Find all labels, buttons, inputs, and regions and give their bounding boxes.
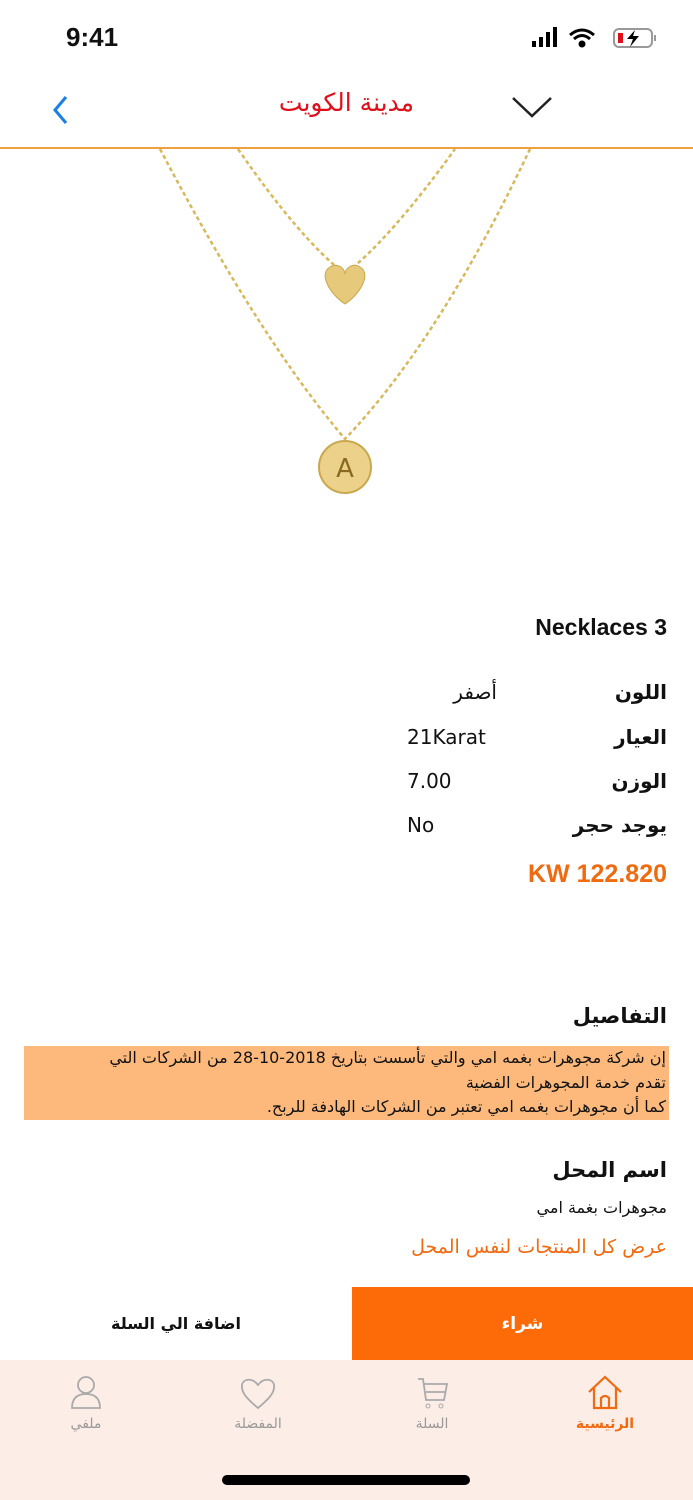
attr-value: 7.00 xyxy=(407,769,452,793)
header-title: مدينة الكويت xyxy=(278,88,415,117)
attr-value: أصفر xyxy=(453,680,497,704)
attr-label: اللون xyxy=(614,680,667,704)
tab-label: المفضلة xyxy=(234,1416,282,1432)
details-line: تقدم خدمة المجوهرات الفضية xyxy=(465,1072,666,1092)
heart-icon xyxy=(238,1374,278,1412)
view-shop-products-link[interactable]: عرض كل المنتجات لنفس المحل xyxy=(411,1236,667,1258)
tab-label: الرئيسية xyxy=(575,1416,635,1432)
attr-label: يوجد حجر xyxy=(572,813,667,837)
tab-label: السلة xyxy=(415,1416,449,1432)
attr-label: العيار xyxy=(614,725,667,749)
details-line: كما أن مجوهرات بغمه امي تعتبر من الشركات الهادفة للربح. xyxy=(266,1097,666,1116)
home-icon xyxy=(585,1374,625,1412)
signal-icon xyxy=(532,27,557,47)
heart-pendant xyxy=(325,265,365,304)
details-line: إن شركة مجوهرات بغمه امي والتي تأسست بتاريخ 2018-10-28 من الشركات التي xyxy=(109,1048,666,1067)
wifi-icon xyxy=(570,30,594,46)
attr-row-color xyxy=(407,680,667,704)
product-title: Necklaces 3 xyxy=(535,614,667,640)
details-heading: التفاصيل xyxy=(572,1004,667,1028)
product-price: KW 122.820 xyxy=(528,860,667,888)
tab-label: ملفي xyxy=(70,1416,102,1432)
status-icons xyxy=(532,27,658,51)
details-text xyxy=(24,1046,669,1120)
status-time: 9:41 xyxy=(66,22,119,52)
attr-value: No xyxy=(407,813,435,837)
attr-row-karat xyxy=(407,725,667,749)
battery-icon xyxy=(614,29,656,47)
tab-cart[interactable] xyxy=(372,1374,492,1432)
user-icon xyxy=(66,1374,106,1412)
buy-button[interactable]: شراء xyxy=(352,1287,693,1360)
shop-name: مجوهرات بغمة امي xyxy=(536,1198,667,1217)
home-indicator xyxy=(222,1475,470,1485)
tab-profile[interactable] xyxy=(26,1374,146,1432)
attr-row-weight xyxy=(407,769,667,793)
product-image xyxy=(0,149,693,569)
tab-home[interactable] xyxy=(545,1374,665,1432)
add-to-cart-button[interactable]: اضافة الي السلة xyxy=(0,1287,352,1360)
cart-icon xyxy=(412,1374,452,1412)
tab-favorites[interactable] xyxy=(198,1374,318,1432)
pendant-letter: A xyxy=(336,454,354,484)
attr-row-stone xyxy=(407,813,667,837)
dropdown-chevron-icon[interactable] xyxy=(510,94,554,120)
attr-label: الوزن xyxy=(611,769,667,793)
attr-value: 21Karat xyxy=(407,725,486,749)
shop-heading: اسم المحل xyxy=(552,1158,667,1182)
